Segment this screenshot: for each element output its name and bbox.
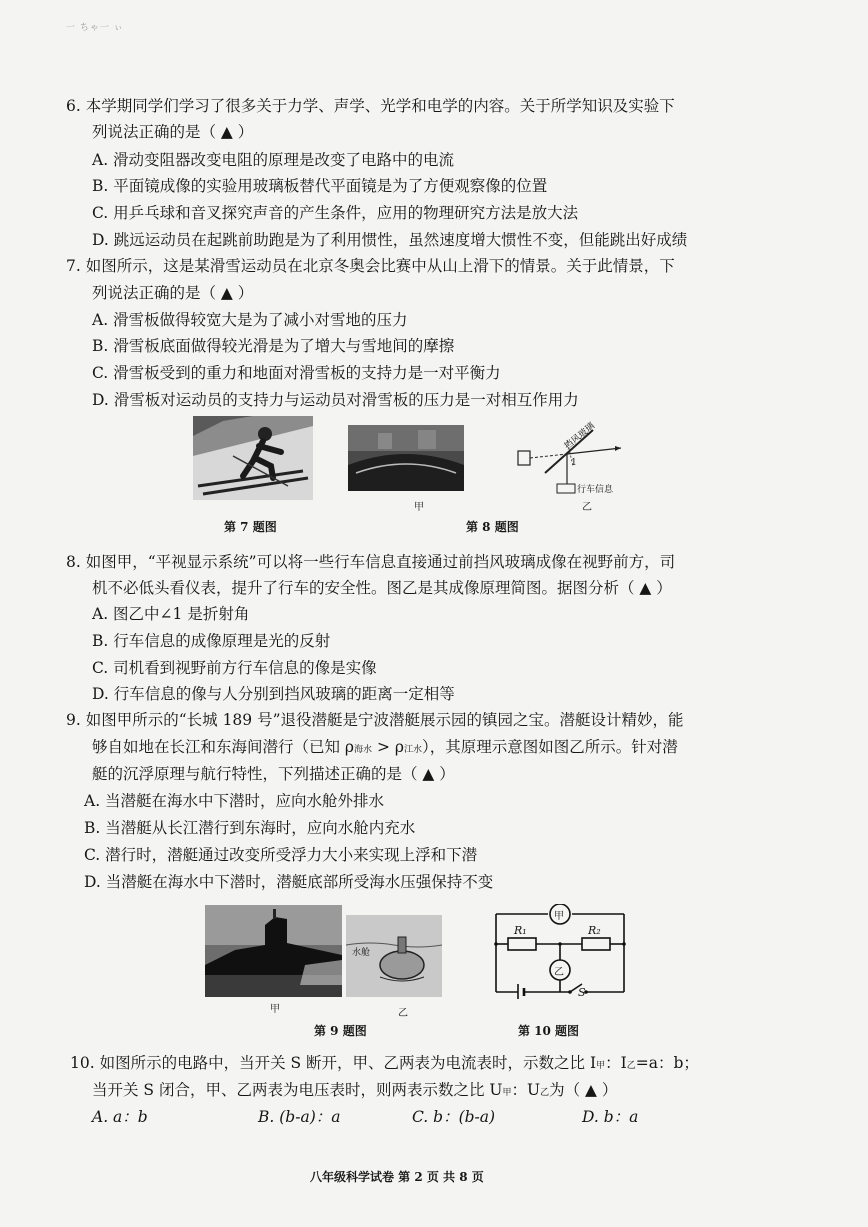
q8-option-d: D. 行车信息的像与人分别到挡风玻璃的距离一定相等 xyxy=(92,685,455,703)
q10-stem-line1-part2: ：I xyxy=(605,1054,627,1072)
hud-diagram xyxy=(515,418,635,498)
rho-river-sub: 江水 xyxy=(404,745,423,755)
q7-stem-line2: 列说法正确的是（ ▲ ） xyxy=(92,284,254,302)
fig8-caption: 第 8 题图 xyxy=(466,520,519,534)
q6-option-a: A. 滑动变阻器改变电阻的原理是改变了电路中的电流 xyxy=(92,151,455,169)
meter-jia-label: 甲 xyxy=(554,911,564,922)
q10-stem-line2-part1: 当开关 S 闭合，甲、乙两表为电压表时，则两表示数之比 U xyxy=(92,1081,503,1099)
q7-option-c: C. 滑雪板受到的重力和地面对滑雪板的支持力是一对平衡力 xyxy=(92,364,501,382)
q7-option-d: D. 滑雪板对运动员的支持力与运动员对滑雪板的压力是一对相互作用力 xyxy=(92,391,579,409)
u-jia-sub: 甲 xyxy=(502,1088,512,1098)
q10-stem-line2-part2: ：U xyxy=(511,1081,541,1099)
q9-stem-line3: 艇的沉浮原理与航行特性，下列描述正确的是（ ▲ ） xyxy=(92,765,455,783)
q8-stem-line2: 机不必低头看仪表，提升了行车的安全性。图乙是其成像原理简图。据图分析（ ▲ ） xyxy=(92,579,672,597)
r2-label: R₂ xyxy=(588,924,601,937)
q9-option-b: B. 当潜艇从长江潜行到东海时，应向水舱内充水 xyxy=(84,819,416,837)
q9-option-c: C. 潜行时，潜艇通过改变所受浮力大小来实现上浮和下潜 xyxy=(84,846,478,864)
rho-seawater-sub: 海水 xyxy=(354,745,373,755)
q10-stem-line2 xyxy=(92,1080,617,1103)
u-yi-sub: 乙 xyxy=(540,1088,550,1098)
q10-option-b: B. (b-a)：a xyxy=(258,1108,341,1126)
q8-option-a: A. 图乙中∠1 是折射角 xyxy=(92,605,250,623)
q10-option-d: D. b：a xyxy=(582,1108,639,1126)
submarine-schematic xyxy=(346,915,442,997)
meter-yi-label: 乙 xyxy=(554,967,564,978)
q9-stem-line1: 9. 如图甲所示的“长城 189 号”退役潜艇是宁波潜艇展示园的镇园之宝。潜艇设计精妙，能 xyxy=(66,711,684,729)
q10-stem-line1-part1: 10. 如图所示的电路中，当开关 S 断开，甲、乙两表为电流表时，示数之比 I xyxy=(70,1054,597,1072)
q8-option-c: C. 司机看到视野前方行车信息的像是实像 xyxy=(92,659,377,677)
q6-stem-line2: 列说法正确的是（ ▲ ） xyxy=(92,123,254,141)
q10-stem-line2-part3: 为（ ▲ ） xyxy=(549,1081,618,1099)
q8-option-b: B. 行车信息的成像原理是光的反射 xyxy=(92,632,331,650)
tank-label: 水舱 xyxy=(352,948,371,958)
q7-stem-line1: 7. 如图所示，这是某滑雪运动员在北京冬奥会比赛中从山上滑下的情景。关于此情景，下 xyxy=(66,257,675,275)
q6-option-c: C. 用乒乓球和音叉探究声音的产生条件，应用的物理研究方法是放大法 xyxy=(92,204,579,222)
page-footer: 八年级科学试卷 第 2 页 共 8 页 xyxy=(310,1170,484,1184)
switch-label: S xyxy=(578,986,586,999)
q6-option-b: B. 平面镜成像的实验用玻璃板替代平面镜是为了方便观察像的位置 xyxy=(92,177,548,195)
q10-stem-line1-part3: =a：b； xyxy=(635,1054,699,1072)
fig9-caption: 第 9 题图 xyxy=(314,1024,367,1038)
fig8-label-jia: 甲 xyxy=(414,502,424,513)
q7-option-b: B. 滑雪板底面做得较光滑是为了增大与雪地间的摩擦 xyxy=(92,337,455,355)
corner-mark: 一 ちゃ一 ぃ xyxy=(66,23,124,33)
q10-option-a: A. a：b xyxy=(92,1108,148,1126)
glass-label: 挡风玻璃 xyxy=(562,421,597,452)
hud-photo xyxy=(348,425,464,491)
q9-stem-line2-part3: ），其原理示意图如图乙所示。针对潜 xyxy=(422,738,678,756)
fig9-label-yi: 乙 xyxy=(398,1008,408,1019)
i-yi-sub: 乙 xyxy=(626,1061,636,1071)
q9-stem-line2-part2: > ρ xyxy=(372,738,405,756)
angle-1-label: 1 xyxy=(571,458,577,468)
q8-stem-line1: 8. 如图甲，“平视显示系统”可以将一些行车信息直接通过前挡风玻璃成像在视野前方，司 xyxy=(66,553,676,571)
q6-option-d: D. 跳远运动员在起跳前助跑是为了利用惯性，虽然速度增大惯性不变，但能跳出好成绩 xyxy=(92,231,688,249)
q10-option-c: C. b：(b-a) xyxy=(412,1108,496,1126)
fig10-caption: 第 10 题图 xyxy=(518,1024,580,1038)
q6-stem-line1: 6. 本学期同学们学习了很多关于力学、声学、光学和电学的内容。关于所学知识及实验下 xyxy=(66,97,675,115)
skier-photo xyxy=(193,416,313,500)
fig8-label-yi: 乙 xyxy=(582,502,592,513)
q9-stem-line2-part1: 够自如地在长江和东海间潜行（已知 ρ xyxy=(92,738,355,756)
q9-stem-line2 xyxy=(92,737,678,760)
q9-option-d: D. 当潜艇在海水中下潜时，潜艇底部所受海水压强保持不变 xyxy=(84,873,494,891)
submarine-photo xyxy=(205,905,342,997)
q10-stem-line1 xyxy=(70,1053,699,1076)
i-jia-sub: 甲 xyxy=(596,1061,606,1071)
fig7-caption: 第 7 题图 xyxy=(224,520,277,534)
circuit-diagram xyxy=(490,904,630,999)
info-label: 行车信息 xyxy=(577,485,614,495)
fig9-label-jia: 甲 xyxy=(270,1004,280,1015)
q9-option-a: A. 当潜艇在海水中下潜时，应向水舱外排水 xyxy=(84,792,385,810)
q7-option-a: A. 滑雪板做得较宽大是为了减小对雪地的压力 xyxy=(92,311,408,329)
r1-label: R₁ xyxy=(514,924,527,937)
